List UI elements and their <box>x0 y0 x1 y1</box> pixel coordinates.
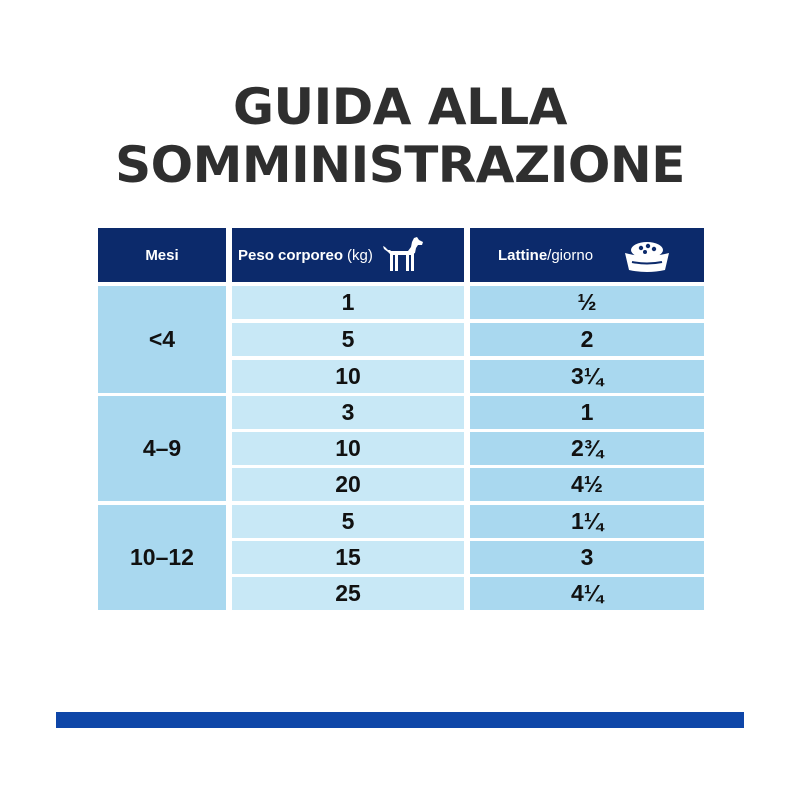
lattine-cell: 3¼ <box>470 360 704 393</box>
peso-cell: 10 <box>232 432 464 465</box>
footer-bar <box>56 712 744 728</box>
header-mesi <box>98 228 226 282</box>
peso-cell: 25 <box>232 577 464 610</box>
header-mesi-label: Mesi <box>145 246 179 264</box>
lattine-cell: 3 <box>470 541 704 574</box>
food-bowl-icon <box>621 236 673 274</box>
dog-icon <box>381 236 425 274</box>
header-peso-label: Peso corporeo <box>238 246 344 264</box>
lattine-cell: 4½ <box>470 468 704 501</box>
header-peso-unit: (kg) <box>347 246 373 264</box>
lattine-cell: 1 <box>470 396 704 429</box>
age-group-cell: 4–9 <box>98 396 226 501</box>
header-peso <box>232 228 464 282</box>
peso-cell: 15 <box>232 541 464 574</box>
peso-cell: 10 <box>232 360 464 393</box>
title-line-1: GUIDA ALLA <box>233 78 567 136</box>
age-group-cell: 10–12 <box>98 505 226 610</box>
lattine-cell: 2 <box>470 323 704 356</box>
feeding-table <box>98 228 704 610</box>
title-line-2: SOMMINISTRAZIONE <box>115 136 685 194</box>
header-lattine <box>470 228 704 282</box>
peso-cell: 5 <box>232 505 464 538</box>
peso-cell: 3 <box>232 396 464 429</box>
peso-cell: 5 <box>232 323 464 356</box>
lattine-cell: 1¼ <box>470 505 704 538</box>
page-title <box>0 78 800 194</box>
header-lattine-unit: /giorno <box>547 246 594 264</box>
lattine-cell: 2¾ <box>470 432 704 465</box>
age-group-cell: <4 <box>98 286 226 393</box>
lattine-cell: 4¼ <box>470 577 704 610</box>
lattine-cell: ½ <box>470 286 704 319</box>
header-lattine-label: Lattine <box>498 246 548 264</box>
peso-cell: 1 <box>232 286 464 319</box>
peso-cell: 20 <box>232 468 464 501</box>
